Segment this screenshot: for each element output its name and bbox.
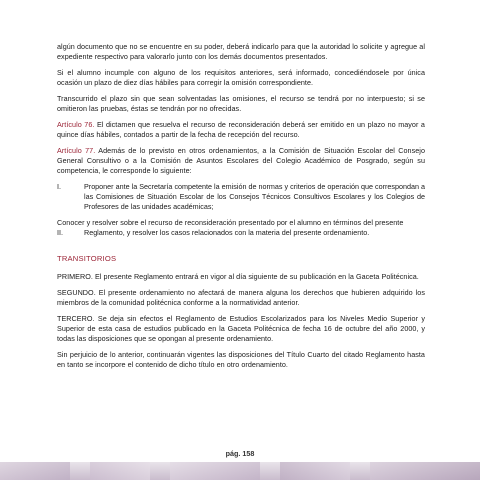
paragraph: Si el alumno incumple con alguno de los requisitos anteriores, será informado, concediéndosele por única ocasión un plazo de diez días hábiles para corregir la omisión correspondiente. (57, 68, 425, 87)
band-stripe (170, 462, 260, 480)
paragraph: Transcurrido el plazo sin que sean solventadas las omisiones, el recurso se tendrá por no interpuesto; si se omitieron las pruebas, éstas se tendrán por no ofrecidas. (57, 94, 425, 113)
list-item (57, 228, 425, 238)
transitorio-item: Sin perjuicio de lo anterior, continuarán vigentes las disposiciones del Título Cuarto del citado Reglamento hasta en tanto se incorpore el contenido de dicho título en otro ordenamiento. (57, 350, 425, 369)
list-text: Proponer ante la Secretaría competente la emisión de normas y criterios de operación que correspondan a las Comisiones de Situación Escolar de los Consejos Técnicos Consultivos Escolares y los Colegios de Profesores de las unidades académicas; (84, 182, 425, 211)
section-heading: TRANSITORIOS (57, 254, 117, 263)
article-label: Artículo 76. (57, 120, 95, 129)
article-77 (57, 146, 425, 176)
article-76 (57, 120, 425, 140)
decorative-footer-band (0, 462, 480, 480)
article-text: Además de lo previsto en otros ordenamientos, a la Comisión de Situación Escolar del Consejo General Consultivo o a la Comisión de Asuntos Escolares del Colegio Académico de Posgrado, según su competencia, le corresponde lo siguiente: (57, 146, 425, 175)
list-item (57, 182, 425, 212)
band-stripe (370, 462, 480, 480)
transitorio-item: TERCERO. Se deja sin efectos el Reglamento de Estudios Escolarizados para los Niveles Medio Superior y Superior de esta casa de estudios publicado en la Gaceta Politécnica de fecha 16 de octubre del año 2000, y todas las disposiciones que se opongan al presente ordenamiento. (57, 314, 425, 343)
article-text: El dictamen que resuelva el recurso de reconsideración deberá ser emitido en un plazo no mayor a quince días hábiles, contados a partir de la fecha de recepción del recurso. (57, 120, 425, 139)
list-number: I. (57, 182, 61, 191)
band-stripe (0, 462, 70, 480)
page-number: pág. 158 (225, 449, 255, 458)
band-stripe (90, 462, 150, 480)
transitorio-item: PRIMERO. El presente Reglamento entrará en vigor al día siguiente de su publicación en la Gaceta Politécnica. (57, 272, 419, 281)
list-tail-line: Conocer y resolver sobre el recurso de reconsideración presentado por el alumno en términos del presente (57, 218, 404, 227)
transitorio-item: SEGUNDO. El presente ordenamiento no afectará de manera alguna los derechos que hubieren adquirido los miembros de la comunidad politécnica conforme a la normatividad anterior. (57, 288, 425, 307)
list-number: II. (57, 228, 63, 237)
list-text: Reglamento, y resolver los casos relacionados con la materia del presente ordenamiento. (84, 228, 370, 237)
article-label: Artículo 77. (57, 146, 96, 155)
paragraph: algún documento que no se encuentre en su poder, deberá indicarlo para que la autoridad lo solicite y agregue al expediente respectivo para valorarlo junto con los demás documentos presentados. (57, 42, 425, 61)
document-body (57, 42, 425, 376)
band-stripe (280, 462, 350, 480)
